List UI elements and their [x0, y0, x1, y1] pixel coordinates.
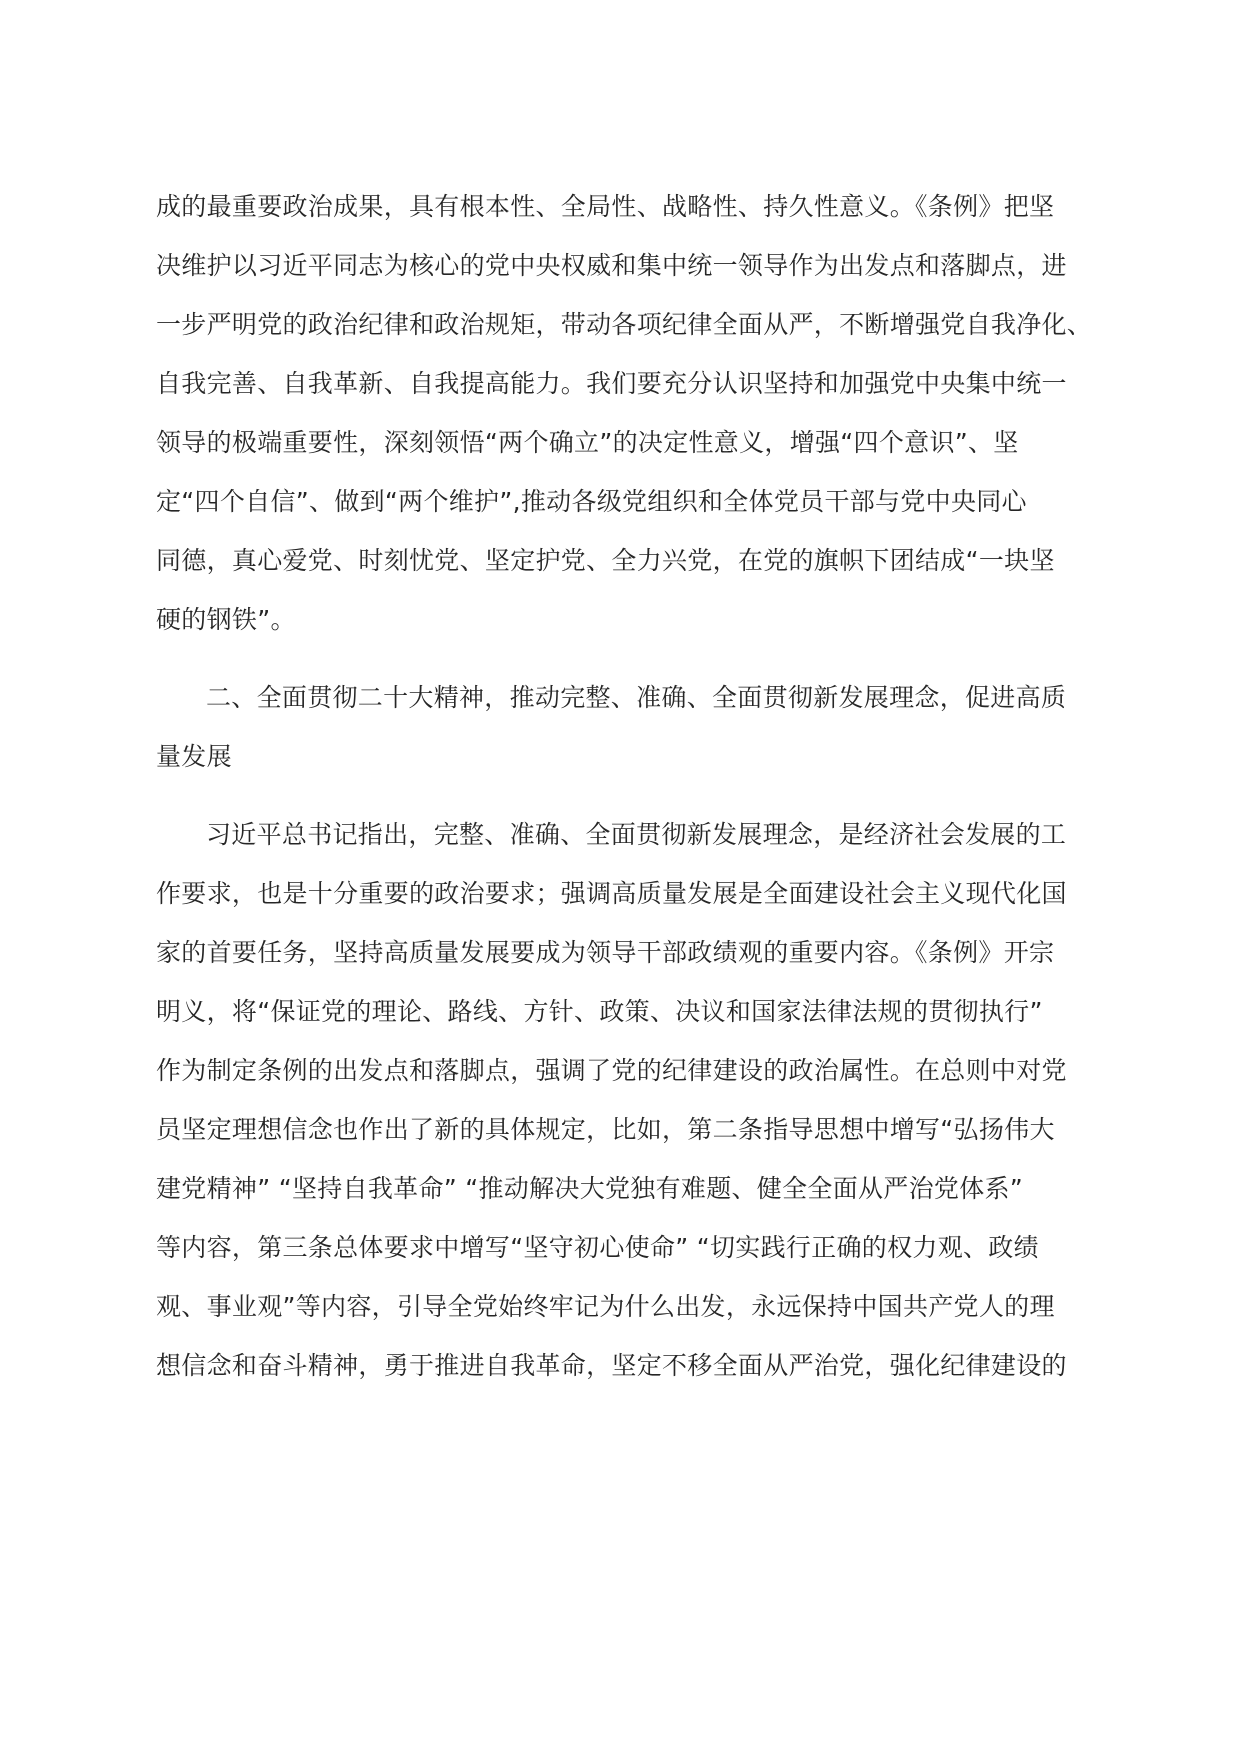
- paragraph-1-line-3: 一步严明党的政治纪律和政治规矩，带动各项纪律全面从严，不断增强党自我净化、: [156, 310, 1093, 339]
- paragraph-1-line-6: 定“四个自信”、做到“两个维护”,推动各级党组织和全体党员干部与党中央同心: [156, 487, 1027, 516]
- section-heading-line-2: 量发展: [156, 742, 232, 771]
- paragraph-2-line-6: 员坚定理想信念也作出了新的具体规定，比如，第二条指导思想中增写“弘扬伟大: [156, 1115, 1055, 1144]
- paragraph-2-line-9: 观、事业观”等内容，引导全党始终牢记为什么出发，永远保持中国共产党人的理: [156, 1292, 1055, 1321]
- paragraph-1-line-8: 硬的钢铁”。: [156, 605, 296, 634]
- section-heading-line-1: 二、全面贯彻二十大精神，推动完整、准确、全面贯彻新发展理念，促进高质: [206, 683, 1067, 712]
- paragraph-2-line-7: 建党精神” “坚持自我革命” “推动解决大党独有难题、健全全面从严治党体系”: [156, 1174, 1024, 1203]
- paragraph-2-line-5: 作为制定条例的出发点和落脚点，强调了党的纪律建设的政治属性。在总则中对党: [156, 1056, 1067, 1085]
- paragraph-2-line-8: 等内容，第三条总体要求中增写“坚守初心使命” “切实践行正确的权力观、政绩: [156, 1233, 1039, 1262]
- paragraph-1-line-7: 同德，真心爱党、时刻忧党、坚定护党、全力兴党，在党的旗帜下团结成“一块坚: [156, 546, 1055, 575]
- paragraph-1-line-5: 领导的极端重要性，深刻领悟“两个确立”的决定性意义，增强“四个意识”、坚: [156, 428, 1019, 457]
- paragraph-1-line-1: 成的最重要政治成果，具有根本性、全局性、战略性、持久性意义。《条例》把坚: [156, 192, 1055, 221]
- paragraph-2-line-10: 想信念和奋斗精神，勇于推进自我革命，坚定不移全面从严治党，强化纪律建设的: [156, 1351, 1067, 1380]
- paragraph-2-line-4: 明义，将“保证党的理论、路线、方针、政策、决议和国家法律法规的贯彻执行”: [156, 997, 1043, 1026]
- paragraph-2-line-3: 家的首要任务，坚持高质量发展要成为领导干部政绩观的重要内容。《条例》开宗: [156, 938, 1055, 967]
- paragraph-1-line-2: 决维护以习近平同志为核心的党中央权威和集中统一领导作为出发点和落脚点，进: [156, 251, 1067, 280]
- paragraph-2-line-1: 习近平总书记指出，完整、准确、全面贯彻新发展理念，是经济社会发展的工: [206, 820, 1067, 849]
- paragraph-2-line-2: 作要求，也是十分重要的政治要求；强调高质量发展是全面建设社会主义现代化国: [156, 879, 1067, 908]
- paragraph-1-line-4: 自我完善、自我革新、自我提高能力。我们要充分认识坚持和加强党中央集中统一: [156, 369, 1067, 398]
